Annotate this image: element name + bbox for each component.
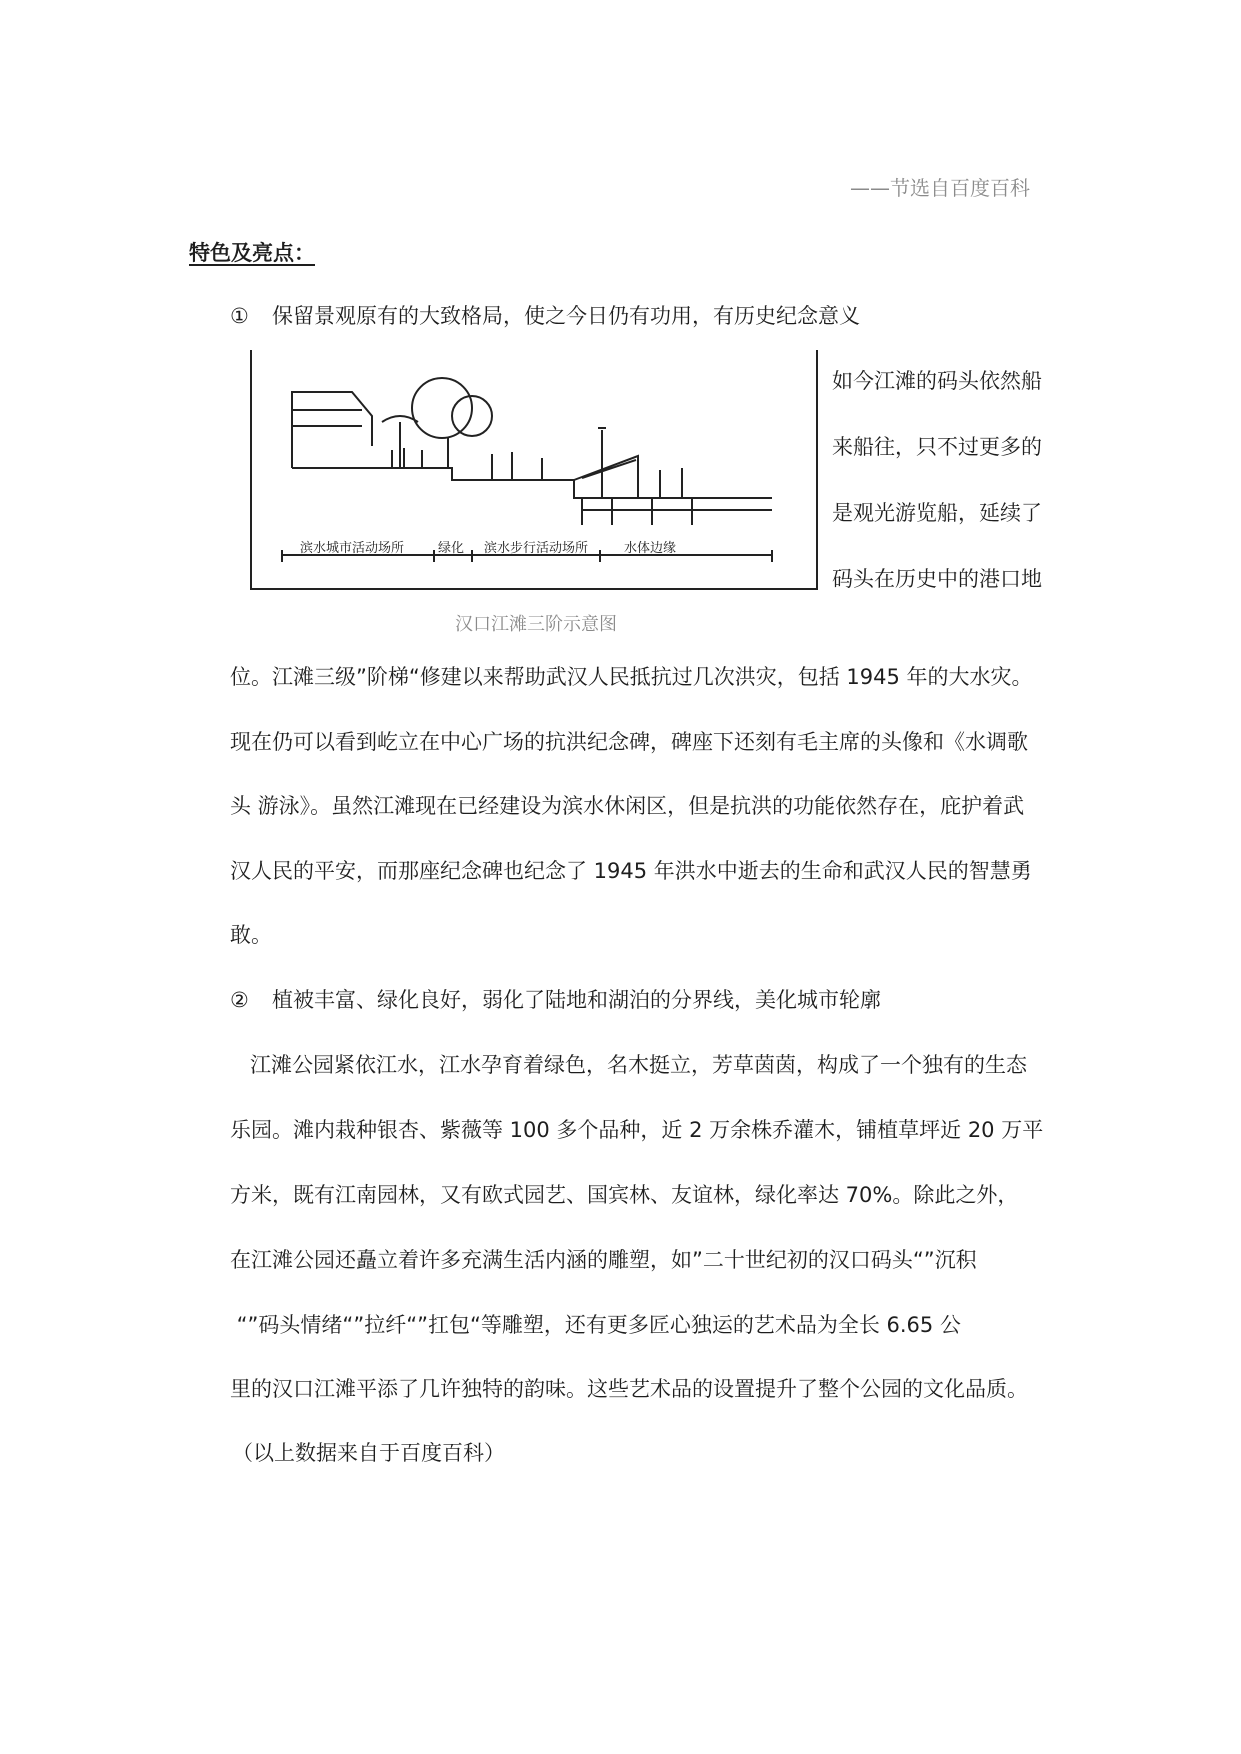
- side-line: 如今江滩的码头依然船: [832, 369, 1042, 393]
- point-2-text: 植被丰富、绿化良好，弱化了陆地和湖泊的分界线，美化城市轮廓: [272, 988, 881, 1012]
- paragraph-line: 在江滩公园还矗立着许多充满生活内涵的雕塑，如”二十世纪初的汉口码头“”沉积: [230, 1248, 977, 1272]
- point-2: [230, 984, 881, 1014]
- side-line: 来船往，只不过更多的: [832, 435, 1042, 459]
- paragraph-line: 乐园。滩内栽种银杏、紫薇等 100 多个品种，近 2 万余株乔灌木，铺植草坪近 20 万平: [230, 1118, 1044, 1142]
- paragraph-line: 现在仍可以看到屹立在中心广场的抗洪纪念碑，碑座下还刻有毛主席的头像和《水调歌: [230, 730, 1028, 754]
- side-line: 码头在历史中的港口地: [832, 567, 1042, 591]
- point-1: [230, 300, 860, 330]
- point-1-text: 保留景观原有的大致格局，使之今日仍有功用，有历史纪念意义: [272, 304, 860, 328]
- source-quote: （以上数据来自于百度百科）: [232, 1441, 505, 1465]
- paragraph-line: 头 游泳》。虽然江滩现在已经建设为滨水休闲区，但是抗洪的功能依然存在，庇护着武: [230, 794, 1025, 818]
- paragraph-line: 位。江滩三级”阶梯“修建以来帮助武汉人民抵抗过几次洪灾，包括 1945 年的大水灾。: [230, 665, 1033, 689]
- paragraph-line: 敢。: [230, 923, 272, 947]
- section-heading: 特色及亮点：: [189, 241, 315, 265]
- paragraph-line: 方米，既有江南园林，又有欧式园艺、国宾林、友谊林，绿化率达 70%。除此之外，: [230, 1183, 1019, 1207]
- diagram-sketch: [252, 350, 816, 588]
- point-2-number: ②: [230, 988, 249, 1012]
- diagram-label-water: 水体边缘: [624, 541, 677, 556]
- point-1-number: ①: [230, 304, 249, 328]
- diagram-label-green: 绿化: [438, 541, 465, 556]
- section-diagram: [250, 350, 818, 590]
- side-line: 是观光游览船，延续了: [832, 501, 1042, 525]
- diagram-label-walk: 滨水步行活动场所: [484, 541, 589, 556]
- paragraph-line: 汉人民的平安，而那座纪念碑也纪念了 1945 年洪水中逝去的生命和武汉人民的智慧勇: [230, 859, 1032, 883]
- figure-caption: 汉口江滩三阶示意图: [455, 614, 617, 635]
- paragraph-line: 里的汉口江滩平添了几许独特的韵味。这些艺术品的设置提升了整个公园的文化品质。: [230, 1377, 1028, 1401]
- diagram-label-urban: 滨水城市活动场所: [300, 541, 405, 556]
- paragraph-line: “”码头情绪“”拉纤“”扛包“等雕塑，还有更多匠心独运的艺术品为全长 6.65 公: [230, 1313, 961, 1337]
- paragraph-line: 江滩公园紧依江水，江水孕育着绿色，名木挺立，芳草茵茵，构成了一个独有的生态: [230, 1053, 1028, 1077]
- source-note: ——节选自百度百科: [850, 176, 1030, 200]
